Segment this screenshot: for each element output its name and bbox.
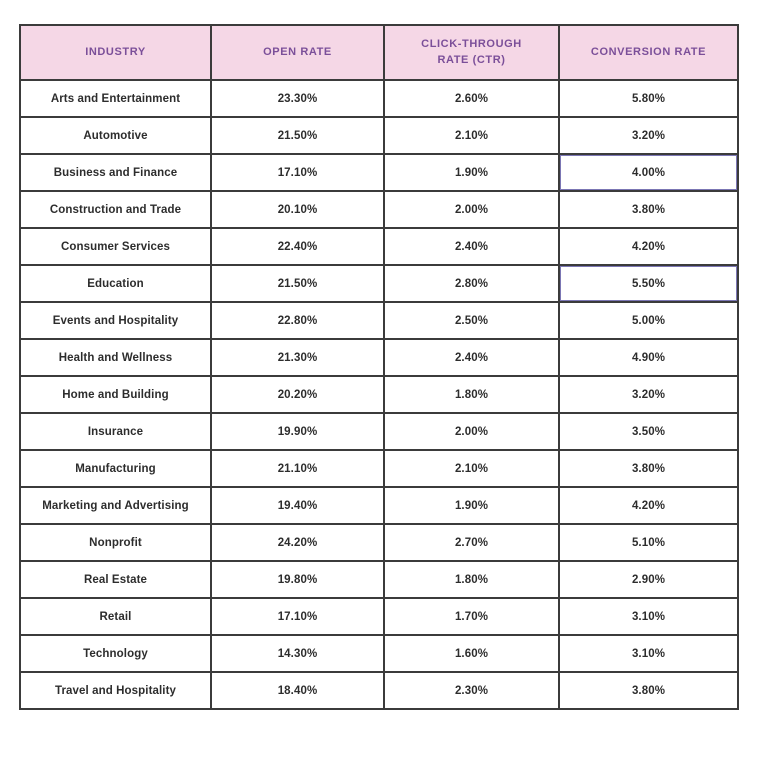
value-cell[interactable]: 2.00%: [384, 191, 559, 228]
table-row: [20, 561, 738, 598]
value-cell[interactable]: 5.10%: [559, 524, 738, 561]
table-row: [20, 487, 738, 524]
value-cell[interactable]: 20.10%: [211, 191, 384, 228]
value-cell[interactable]: 2.10%: [384, 117, 559, 154]
value-cell[interactable]: 21.50%: [211, 117, 384, 154]
table-row: [20, 339, 738, 376]
table-row: [20, 635, 738, 672]
value-cell[interactable]: 19.90%: [211, 413, 384, 450]
header-row: [20, 25, 738, 80]
industry-cell[interactable]: Consumer Services: [20, 228, 211, 265]
value-cell[interactable]: 2.90%: [559, 561, 738, 598]
industry-cell[interactable]: Manufacturing: [20, 450, 211, 487]
table-row: [20, 598, 738, 635]
value-cell[interactable]: 1.80%: [384, 561, 559, 598]
industry-cell[interactable]: Automotive: [20, 117, 211, 154]
table-row: [20, 302, 738, 339]
value-cell[interactable]: 17.10%: [211, 598, 384, 635]
value-cell[interactable]: 5.00%: [559, 302, 738, 339]
column-header-3[interactable]: CONVERSION RATE: [559, 25, 738, 80]
value-cell[interactable]: 2.00%: [384, 413, 559, 450]
industry-cell[interactable]: Nonprofit: [20, 524, 211, 561]
value-cell[interactable]: 3.80%: [559, 672, 738, 709]
value-cell[interactable]: 22.80%: [211, 302, 384, 339]
value-cell[interactable]: 5.50%: [559, 265, 738, 302]
value-cell[interactable]: 14.30%: [211, 635, 384, 672]
value-cell[interactable]: 3.20%: [559, 376, 738, 413]
value-cell[interactable]: 2.80%: [384, 265, 559, 302]
table-row: [20, 450, 738, 487]
industry-cell[interactable]: Real Estate: [20, 561, 211, 598]
industry-cell[interactable]: Home and Building: [20, 376, 211, 413]
value-cell[interactable]: 2.10%: [384, 450, 559, 487]
table-row: [20, 154, 738, 191]
value-cell[interactable]: 4.90%: [559, 339, 738, 376]
value-cell[interactable]: 18.40%: [211, 672, 384, 709]
table-row: [20, 117, 738, 154]
value-cell[interactable]: 1.60%: [384, 635, 559, 672]
value-cell[interactable]: 3.50%: [559, 413, 738, 450]
value-cell[interactable]: 19.80%: [211, 561, 384, 598]
value-cell[interactable]: 3.80%: [559, 450, 738, 487]
value-cell[interactable]: 2.40%: [384, 228, 559, 265]
value-cell[interactable]: 3.20%: [559, 117, 738, 154]
value-cell[interactable]: 2.70%: [384, 524, 559, 561]
column-header-1[interactable]: OPEN RATE: [211, 25, 384, 80]
value-cell[interactable]: 3.80%: [559, 191, 738, 228]
value-cell[interactable]: 2.50%: [384, 302, 559, 339]
industry-cell[interactable]: Insurance: [20, 413, 211, 450]
value-cell[interactable]: 21.50%: [211, 265, 384, 302]
value-cell[interactable]: 4.20%: [559, 228, 738, 265]
value-cell[interactable]: 3.10%: [559, 635, 738, 672]
value-cell[interactable]: 20.20%: [211, 376, 384, 413]
industry-cell[interactable]: Events and Hospitality: [20, 302, 211, 339]
table-body: [20, 80, 738, 709]
value-cell[interactable]: 21.30%: [211, 339, 384, 376]
industry-cell[interactable]: Business and Finance: [20, 154, 211, 191]
table-row: [20, 524, 738, 561]
column-header-0[interactable]: INDUSTRY: [20, 25, 211, 80]
value-cell[interactable]: 4.00%: [559, 154, 738, 191]
table-row: [20, 672, 738, 709]
table-row: [20, 265, 738, 302]
table-row: [20, 228, 738, 265]
value-cell[interactable]: 24.20%: [211, 524, 384, 561]
industry-cell[interactable]: Technology: [20, 635, 211, 672]
value-cell[interactable]: 23.30%: [211, 80, 384, 117]
industry-cell[interactable]: Education: [20, 265, 211, 302]
value-cell[interactable]: 1.90%: [384, 487, 559, 524]
industry-cell[interactable]: Travel and Hospitality: [20, 672, 211, 709]
value-cell[interactable]: 1.80%: [384, 376, 559, 413]
table-row: [20, 376, 738, 413]
industry-cell[interactable]: Construction and Trade: [20, 191, 211, 228]
table-row: [20, 191, 738, 228]
value-cell[interactable]: 19.40%: [211, 487, 384, 524]
column-header-2[interactable]: CLICK-THROUGH RATE (CTR): [384, 25, 559, 80]
table-row: [20, 413, 738, 450]
value-cell[interactable]: 3.10%: [559, 598, 738, 635]
industry-cell[interactable]: Health and Wellness: [20, 339, 211, 376]
industry-cell[interactable]: Marketing and Advertising: [20, 487, 211, 524]
value-cell[interactable]: 2.60%: [384, 80, 559, 117]
table-row: [20, 80, 738, 117]
industry-cell[interactable]: Retail: [20, 598, 211, 635]
value-cell[interactable]: 17.10%: [211, 154, 384, 191]
industry-benchmark-table: [19, 24, 739, 710]
value-cell[interactable]: 21.10%: [211, 450, 384, 487]
value-cell[interactable]: 2.40%: [384, 339, 559, 376]
table-canvas: [19, 24, 739, 710]
value-cell[interactable]: 1.90%: [384, 154, 559, 191]
value-cell[interactable]: 2.30%: [384, 672, 559, 709]
value-cell[interactable]: 1.70%: [384, 598, 559, 635]
value-cell[interactable]: 4.20%: [559, 487, 738, 524]
value-cell[interactable]: 5.80%: [559, 80, 738, 117]
industry-cell[interactable]: Arts and Entertainment: [20, 80, 211, 117]
value-cell[interactable]: 22.40%: [211, 228, 384, 265]
